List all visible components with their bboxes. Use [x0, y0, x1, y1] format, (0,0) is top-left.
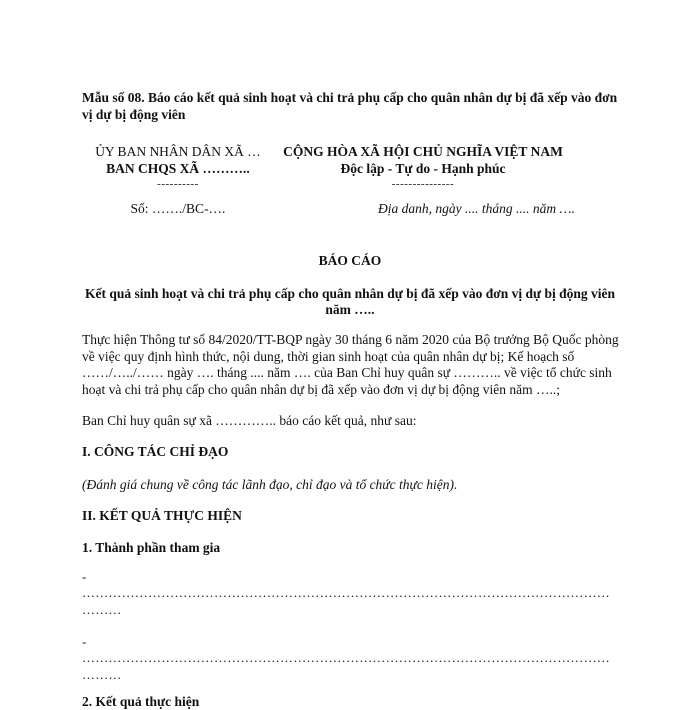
dotted-line-tail: ……… [82, 667, 122, 682]
national-motto-block [262, 143, 584, 191]
subsection-results-partial: 2. Kết quả thực hiện [82, 694, 200, 709]
section-note: (Đánh giá chung về công tác lãnh đạo, chỉ đạo và tổ chức thực hiện). [82, 477, 458, 492]
intro-paragraph: Thực hiện Thông tư số 84/2020/TT-BQP ngày 30 tháng 6 năm 2020 của Bộ trưởng Bộ Quốc phòng về việc quy định hình thức, nội dung, thời gian sinh hoạt của quân nhân dự bị; Kế hoạch số ……/…../…… ngày …. tháng .... năm …. của Ban Chỉ huy quân sự ……….. về việc tổ chức sinh hoạt và chi trả phụ cấp cho quân nhân dự bị đã xếp vào đơn vị dự bị động viên năm …..; [82, 332, 619, 397]
bullet-dash: - [82, 569, 87, 584]
dotted-line: ………………………………………………………………………………………………………… [82, 650, 610, 665]
document-subtitle: Kết quả sinh hoạt và chi trả phụ cấp cho quân nhân dự bị đã xếp vào đơn vị dự bị động viên năm ….. [84, 286, 616, 317]
document-type: BÁO CÁO [318, 253, 382, 268]
blank-entry [82, 635, 618, 683]
issuer-line1: ỦY BAN NHÂN DÂN XÃ … [95, 144, 261, 159]
issuer-separator: ---------- [157, 178, 199, 190]
section-heading-results: II. KẾT QUẢ THỰC HIỆN [82, 508, 242, 523]
section-heading-direction: I. CÔNG TÁC CHỈ ĐẠO [82, 444, 229, 459]
blank-entry [82, 570, 618, 618]
place-date: Địa danh, ngày .... tháng .... năm …. [378, 201, 575, 216]
subsection-participants: 1. Thành phần tham gia [82, 540, 221, 555]
dotted-line-tail: ……… [82, 602, 122, 617]
national-separator: --------------- [391, 178, 455, 190]
document-number: Số: ……./BC-…. [130, 201, 226, 216]
bullet-dash: - [82, 634, 87, 649]
national-motto: Độc lập - Tự do - Hạnh phúc [340, 161, 506, 176]
form-title: Mẫu số 08. Báo cáo kết quả sinh hoạt và chi trả phụ cấp cho quân nhân dự bị đã xếp vào đơn vị dự bị động viên [82, 90, 618, 122]
issuer-line2: BAN CHQS XÃ ……….. [106, 161, 250, 176]
dotted-line: ………………………………………………………………………………………………………… [82, 585, 610, 600]
report-statement: Ban Chỉ huy quân sự xã ………….. báo cáo kết quả, như sau: [82, 413, 417, 428]
issuer-block [82, 143, 274, 217]
national-name: CỘNG HÒA XÃ HỘI CHỦ NGHĨA VIỆT NAM [283, 144, 563, 159]
